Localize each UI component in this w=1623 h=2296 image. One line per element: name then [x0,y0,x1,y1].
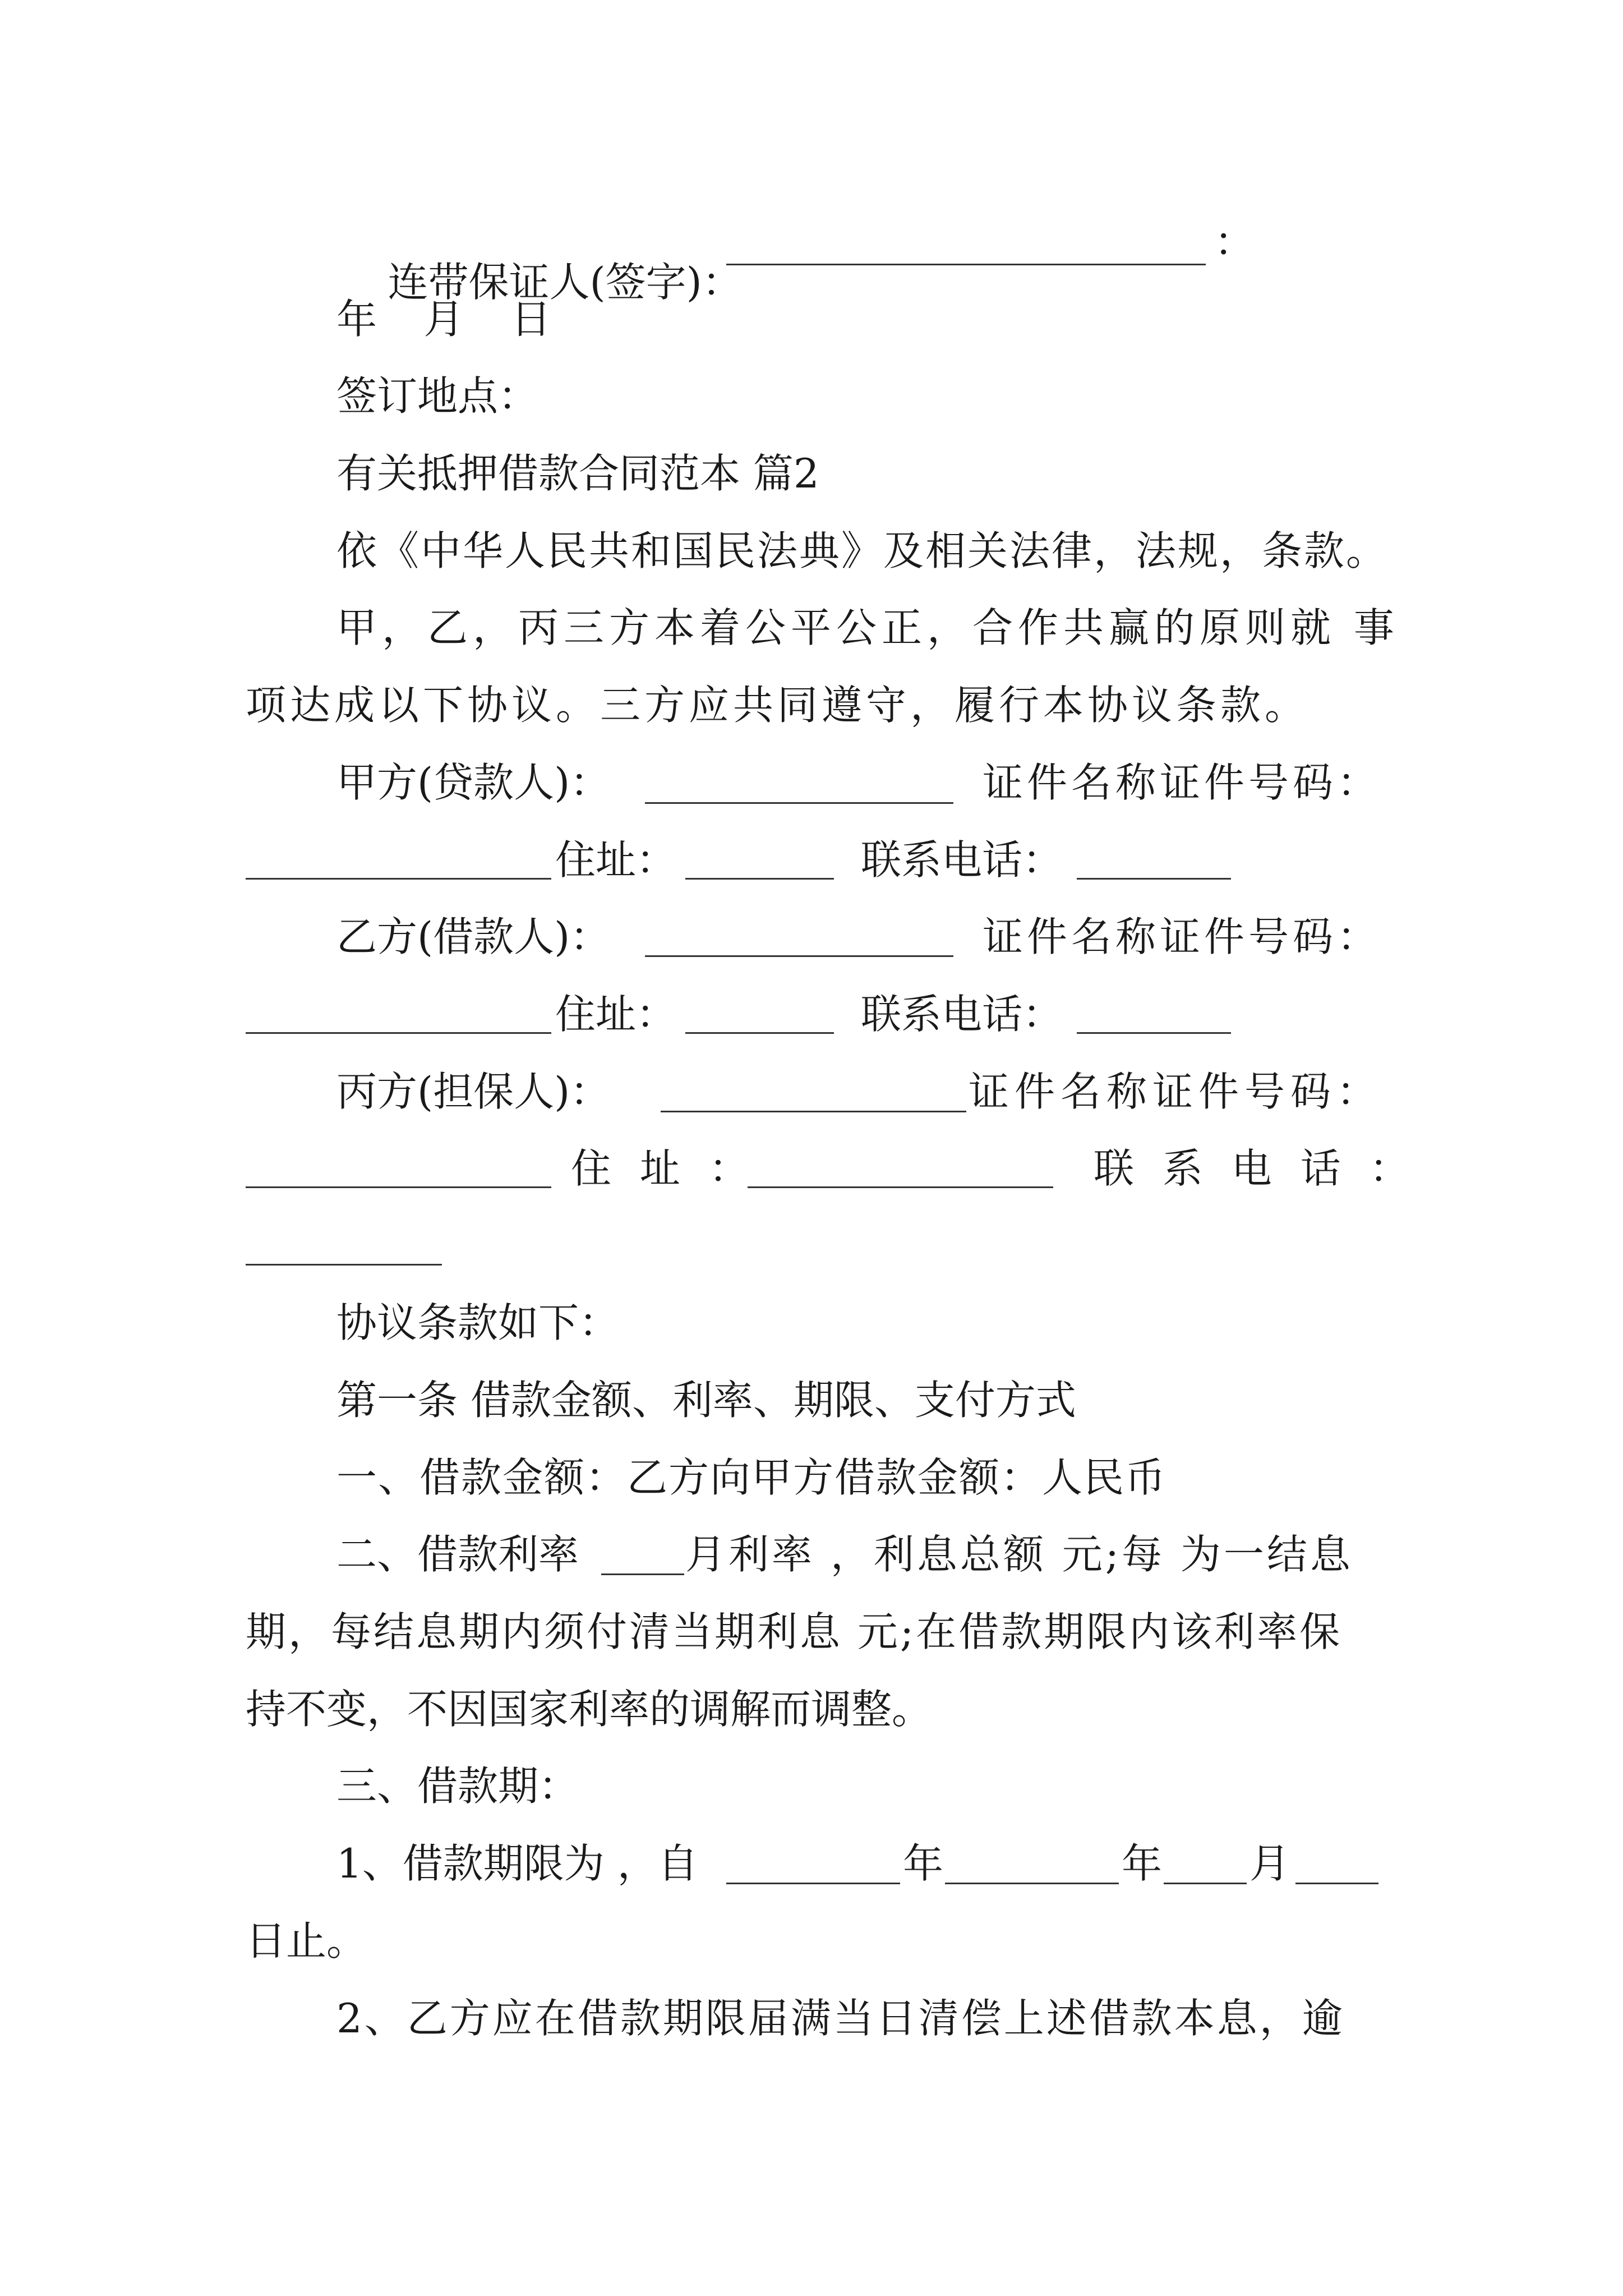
guarantor-label: 连带保证人(签字)： [388,259,743,306]
party-c-label: 丙方(担保人)： [336,1068,611,1115]
loan-term-clause-2: 2、乙方应在借款期限届满当日清偿上述借款本息，逾 [336,1995,1345,2042]
term-year-label-1: 年 [903,1840,944,1887]
party-a-address-label: 住址： [555,836,677,884]
interest-clause-line2: 期，每结息期内须付清当期利息 元;在借款期限内该利率保 [246,1608,1343,1655]
term-start-blank[interactable] [726,1883,900,1884]
interest-clause-line3: 持不变，不因国家利率的调解而调整。 [246,1686,933,1733]
party-c-name-blank[interactable] [661,1111,966,1112]
loan-amount-clause: 一、借款金额：乙方向甲方借款金额：人民币 [336,1454,1167,1501]
party-b-label: 乙方(借款人)： [336,913,611,960]
interest-rate-prefix: 二、借款利率 [336,1531,579,1578]
party-a-name-blank[interactable] [645,802,953,804]
term-end-month-blank[interactable] [1164,1883,1247,1884]
loan-term-clause-1: 1、借款期限为 ，自 [336,1840,698,1887]
party-b-name-blank[interactable] [645,955,953,957]
article-one-heading: 第一条 借款金额、利率、期限、支付方式 [336,1377,1076,1424]
party-a-phone-label: 联系电话： [861,836,1063,884]
signing-place: 签订地点： [336,372,539,420]
interest-rate-blank[interactable] [601,1573,684,1575]
loan-term-clause-1-end: 日止。 [246,1917,367,1964]
party-a-address-blank[interactable] [685,878,834,880]
party-a-phone-blank[interactable] [1077,878,1231,880]
party-a-id-blank[interactable] [246,878,551,880]
interest-rate-suffix: 月利率 ，利息总额 元;每 为一结息 [685,1531,1353,1578]
parties-intro-line2: 项达成以下协议。三方应共同遵守，履行本协议条款。 [246,682,1310,729]
party-c-id-blank[interactable] [246,1186,551,1188]
party-b-phone-blank[interactable] [1077,1032,1231,1034]
party-b-address-label: 住址： [555,991,677,1038]
guarantor-colon: ： [1214,218,1255,265]
term-end-year-blank[interactable] [945,1883,1119,1884]
party-b-id-label: 证件名称证件号码： [983,913,1382,960]
section-title: 有关抵押借款合同范本 篇2 [336,450,819,497]
party-c-phone-blank[interactable] [246,1264,442,1266]
party-b-address-blank[interactable] [685,1032,834,1034]
date-line: 年 月 日 [336,296,568,343]
party-c-address-blank[interactable] [748,1186,1053,1188]
party-b-id-blank[interactable] [246,1032,551,1034]
loan-term-heading: 三、借款期： [336,1763,579,1810]
party-c-id-label: 证件名称证件号码： [969,1068,1383,1115]
guarantor-signature-blank[interactable] [726,264,1206,265]
party-a-label: 甲方(贷款人)： [336,759,611,806]
party-a-id-label: 证件名称证件号码： [983,759,1382,806]
party-c-phone-label: 联 系 电 话 ： [1094,1145,1418,1192]
term-end-day-blank[interactable] [1295,1883,1378,1884]
party-b-phone-label: 联系电话： [861,991,1063,1038]
party-c-address-label: 住 址 ： [571,1145,757,1192]
term-month-label: 月 [1249,1840,1290,1887]
term-year-label-2: 年 [1122,1840,1163,1887]
terms-intro: 协议条款如下： [336,1299,620,1346]
legal-basis: 依《中华人民共和国民法典》及相关法律，法规，条款。 [336,527,1389,574]
parties-intro-line1: 甲，乙，丙三方本着公平公正，合作共赢的原则就 事 [336,604,1399,651]
